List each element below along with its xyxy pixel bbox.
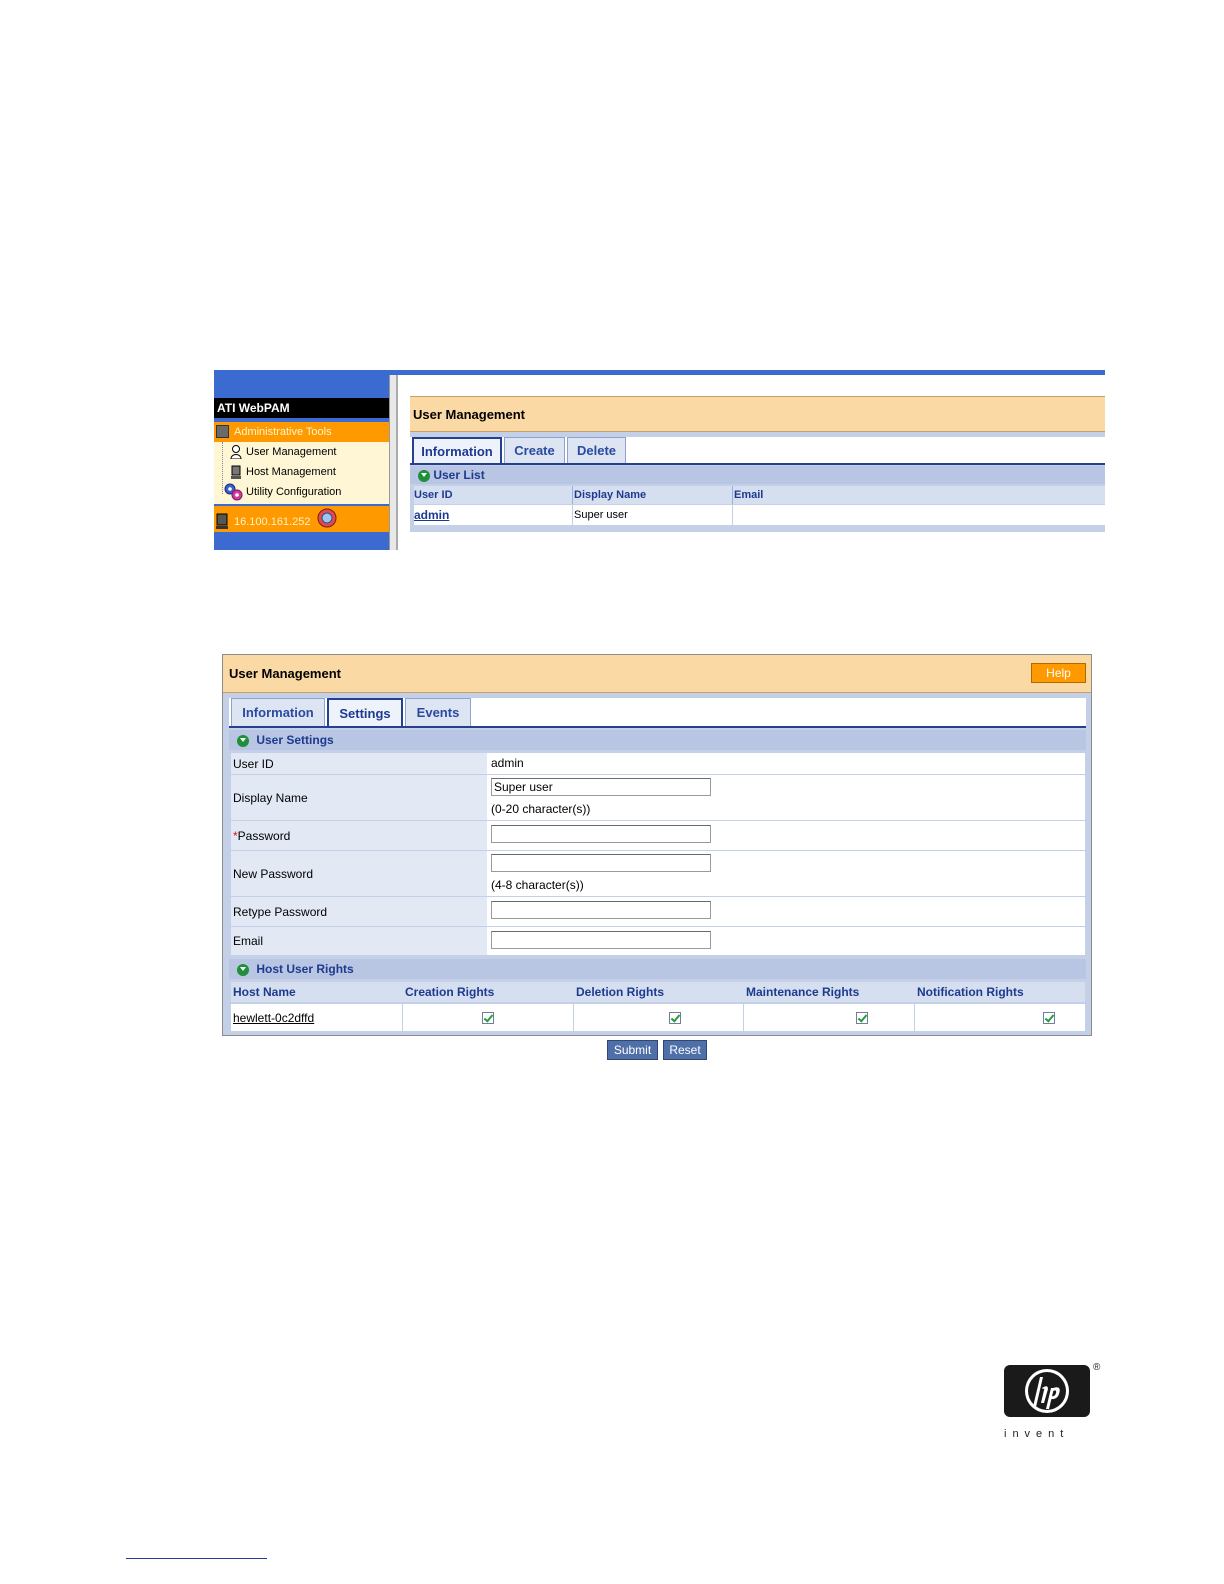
host-name-link[interactable]: hewlett-0c2dffd [233, 1011, 315, 1025]
computer-icon [216, 510, 228, 526]
user-list-header [410, 466, 1105, 484]
tab-information[interactable] [412, 437, 502, 463]
host-address: 16.100.161.252 [234, 516, 311, 528]
tab-information[interactable] [231, 698, 325, 726]
tab-events[interactable] [405, 698, 471, 726]
panel-title: User Management [413, 407, 525, 422]
column-divider [743, 1004, 744, 1031]
display-name-row [231, 775, 1085, 821]
webpam-user-list-screenshot [214, 370, 1105, 550]
password-row [231, 821, 1085, 851]
nav-section-label: Administrative Tools [234, 426, 332, 438]
frame-divider[interactable] [389, 375, 396, 550]
user-id-value: admin [491, 756, 524, 770]
deletion-rights-checkbox[interactable] [669, 1012, 681, 1024]
column-divider [914, 1004, 915, 1031]
user-settings-header [229, 730, 1086, 750]
column-header-host-name[interactable]: Host Name [233, 985, 296, 999]
computer-icon [230, 465, 242, 479]
nav-item-label: Host Management [246, 466, 336, 478]
column-divider [572, 505, 573, 525]
help-button[interactable] [1031, 663, 1086, 683]
column-header-maintenance-rights[interactable]: Maintenance Rights [746, 985, 860, 999]
field-label: New Password [231, 851, 487, 896]
nav-item-host-management[interactable] [246, 462, 336, 482]
column-header-deletion-rights[interactable]: Deletion Rights [576, 985, 665, 999]
app-brand: ATI WebPAM [214, 398, 389, 418]
nav-section-administrative-tools[interactable] [214, 422, 389, 442]
display-name-hint: (0-20 character(s)) [491, 802, 591, 816]
section-title: User List [433, 468, 485, 482]
user-id-link[interactable]: admin [414, 508, 450, 522]
tab-label: Events [416, 705, 460, 720]
host-user-rights-header [229, 959, 1086, 979]
column-divider [402, 1004, 403, 1031]
email-input[interactable] [491, 931, 711, 949]
hp-logo-mark [1004, 1365, 1090, 1417]
required-mark: * [233, 828, 238, 843]
registered-mark: ® [1093, 1362, 1101, 1373]
tab-create[interactable] [504, 437, 565, 463]
tab-bar [229, 698, 1086, 728]
display-name-input[interactable] [491, 778, 711, 796]
user-icon [230, 445, 242, 459]
content-frame [396, 375, 1105, 550]
panel-title: User Management [229, 666, 341, 681]
panel-header [410, 396, 1105, 432]
column-header-creation-rights[interactable]: Creation Rights [405, 985, 495, 999]
tab-bar [410, 437, 1105, 465]
collapse-icon[interactable] [237, 735, 249, 747]
retype-password-input[interactable] [491, 901, 711, 919]
footer-rule [126, 1558, 267, 1559]
field-label: Retype Password [231, 897, 487, 926]
display-name-cell: Super user [574, 509, 628, 521]
collapse-icon[interactable] [237, 964, 249, 976]
new-password-hint: (4-8 character(s)) [491, 878, 584, 892]
tab-label: Information [421, 444, 493, 459]
submit-label: Submit [613, 1043, 652, 1057]
column-header-email[interactable]: Email [734, 489, 764, 501]
column-header-user-id[interactable]: User ID [414, 489, 453, 501]
password-input[interactable] [491, 825, 711, 843]
globe-icon [317, 508, 337, 528]
tab-label: Delete [576, 443, 617, 458]
nav-item-utility-configuration[interactable] [246, 482, 341, 502]
webpam-user-settings-screenshot [222, 654, 1092, 1074]
reset-label: Reset [669, 1043, 701, 1057]
email-row [231, 927, 1085, 956]
new-password-input[interactable] [491, 854, 711, 872]
field-label: Display Name [231, 775, 487, 820]
section-title: Host User Rights [256, 962, 354, 976]
retype-password-row [231, 897, 1085, 927]
field-label-text: Password [237, 828, 291, 843]
nav-host-item[interactable] [214, 506, 389, 532]
notification-rights-checkbox[interactable] [1043, 1012, 1055, 1024]
tab-label: Settings [339, 706, 391, 721]
hp-logo [1004, 1365, 1090, 1417]
hp-tagline: invent [1004, 1428, 1070, 1440]
help-label: Help [1046, 666, 1071, 680]
tab-label: Information [242, 705, 314, 720]
column-divider [732, 486, 733, 504]
submit-button[interactable] [607, 1040, 658, 1060]
creation-rights-checkbox[interactable] [482, 1012, 494, 1024]
field-label [231, 821, 487, 850]
nav-item-label: User Management [246, 446, 337, 458]
table-row [231, 1004, 1085, 1031]
new-password-row [231, 851, 1085, 897]
panel-header [223, 655, 1091, 693]
column-divider [572, 486, 573, 504]
nav-item-label: Utility Configuration [246, 486, 342, 498]
tab-settings[interactable] [327, 698, 403, 726]
gears-icon [224, 483, 244, 501]
column-header-notification-rights[interactable]: Notification Rights [917, 985, 1024, 999]
nav-item-user-management[interactable] [246, 442, 337, 462]
tools-icon [216, 425, 229, 438]
settings-panel [222, 654, 1092, 1036]
maintenance-rights-checkbox[interactable] [856, 1012, 868, 1024]
user-id-row [231, 753, 1085, 775]
navigation-tree [214, 375, 389, 550]
user-table-header [414, 486, 1105, 504]
rights-table-header [231, 982, 1085, 1002]
table-row [414, 505, 1105, 526]
section-title: User Settings [256, 733, 334, 747]
nav-tree-items [214, 442, 389, 504]
reset-button[interactable] [663, 1040, 707, 1060]
expand-icon[interactable] [418, 470, 430, 482]
tab-label: Create [514, 443, 555, 458]
field-label: Email [231, 927, 487, 955]
column-divider [732, 505, 733, 525]
tab-delete[interactable] [567, 437, 626, 463]
column-divider [573, 1004, 574, 1031]
column-header-display-name[interactable]: Display Name [574, 489, 647, 501]
field-label: User ID [231, 753, 487, 774]
